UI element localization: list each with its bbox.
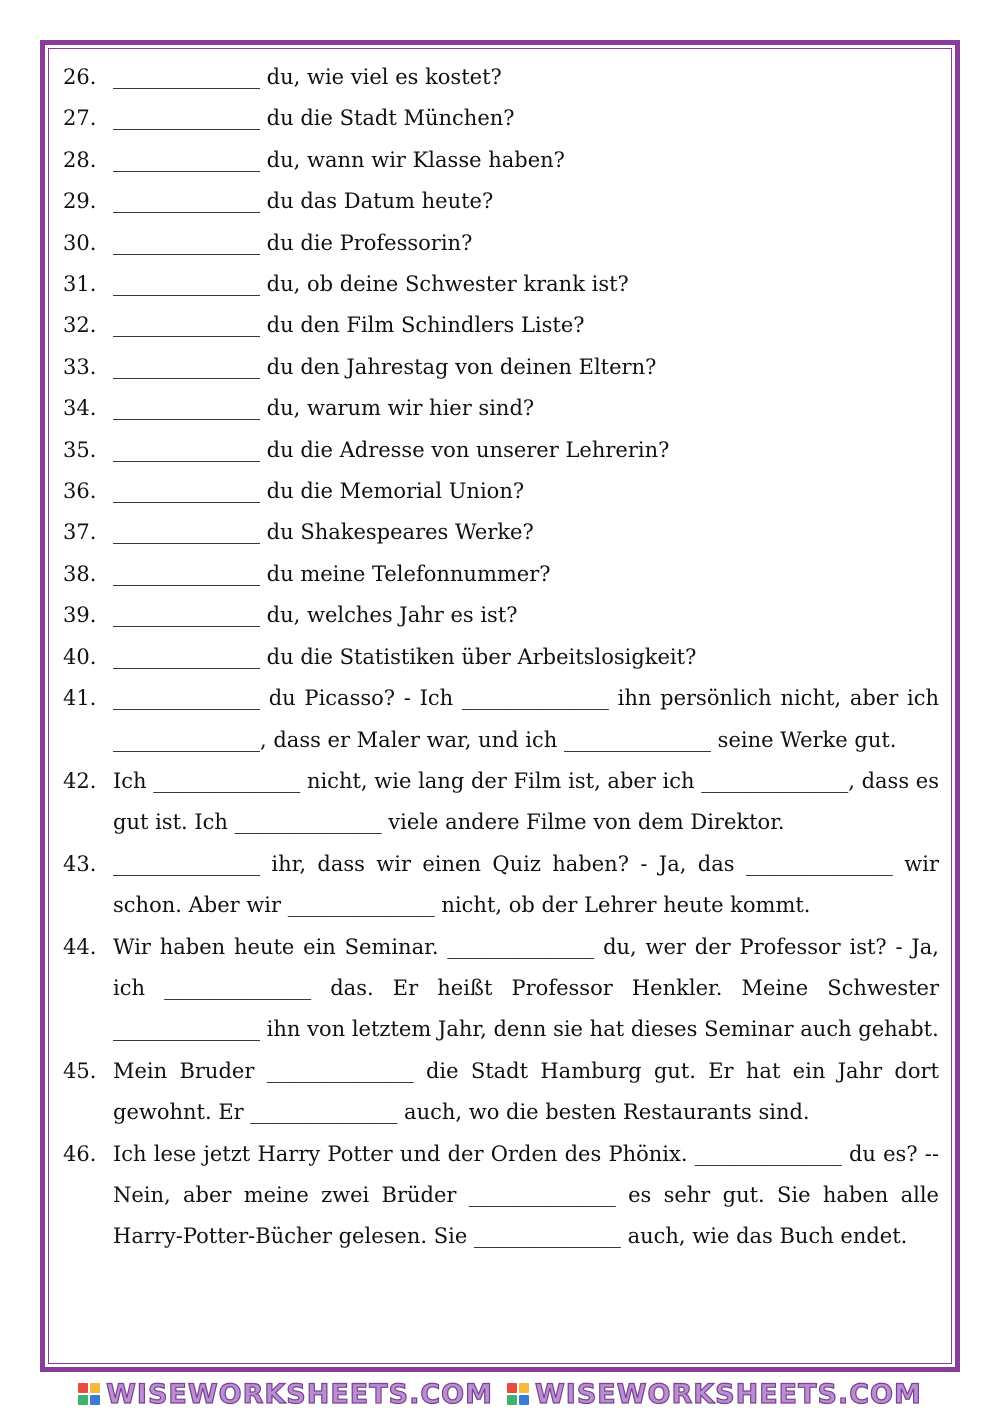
exercise-number: 35. bbox=[63, 437, 97, 462]
exercise-number: 36. bbox=[63, 479, 97, 504]
exercise-item bbox=[63, 57, 939, 98]
logo-icon bbox=[78, 1383, 100, 1405]
exercise-number: 30. bbox=[63, 230, 97, 255]
exercise-text: ______________ du, welches Jahr es ist? bbox=[113, 603, 518, 628]
exercise-text: ______________ du die Memorial Union? bbox=[113, 479, 525, 504]
exercise-item bbox=[63, 305, 939, 346]
exercise-item bbox=[63, 927, 939, 1051]
exercise-text: Wir haben heute ein Seminar. ______________ du, wer der Professor ist? - Ja, ich ______________ das. Er heißt Professor Henkler. Meine Schwester ______________ ihn von letztem Jahr, denn sie hat dieses Seminar auch gehabt. bbox=[113, 934, 939, 1042]
exercise-text: ______________ du Shakespeares Werke? bbox=[113, 520, 534, 545]
exercise-item bbox=[63, 637, 939, 678]
exercise-item bbox=[63, 471, 939, 512]
watermark-left bbox=[78, 1379, 493, 1410]
exercise-number: 46. bbox=[63, 1141, 97, 1166]
exercise-item bbox=[63, 844, 939, 927]
watermark-text: WISEWORKSHEETS.COM bbox=[535, 1378, 922, 1410]
exercise-text: ______________ ihr, dass wir einen Quiz haben? - Ja, das ______________ wir schon. Aber wir ______________ nicht, ob der Lehrer heute kommt. bbox=[113, 851, 939, 918]
exercise-number: 27. bbox=[63, 106, 97, 131]
exercise-number: 45. bbox=[63, 1058, 97, 1083]
exercise-item bbox=[63, 264, 939, 305]
exercise-text: ______________ du Picasso? - Ich ______________ ihn persönlich nicht, aber ich ______________, dass er Maler war, und ich ______________ seine Werke gut. bbox=[113, 686, 939, 752]
exercise-item bbox=[63, 140, 939, 181]
exercise-number: 42. bbox=[63, 768, 97, 793]
exercise-number: 40. bbox=[63, 644, 97, 669]
watermark-footer bbox=[0, 1378, 1000, 1410]
exercise-text: ______________ du meine Telefonnummer? bbox=[113, 561, 551, 586]
exercise-item bbox=[63, 98, 939, 139]
exercise-item bbox=[63, 512, 939, 553]
exercise-text: Ich ______________ nicht, wie lang der Film ist, aber ich ______________, dass es gut ist. Ich ______________ viele andere Filme von dem Direktor. bbox=[113, 768, 939, 835]
exercise-text: ______________ du die Statistiken über Arbeitslosigkeit? bbox=[113, 644, 697, 669]
exercise-text: ______________ du, wann wir Klasse haben? bbox=[113, 147, 565, 172]
exercise-text: ______________ du den Film Schindlers Liste? bbox=[113, 313, 585, 338]
exercise-number: 31. bbox=[63, 272, 97, 297]
exercise-number: 26. bbox=[63, 65, 97, 89]
exercise-list bbox=[63, 57, 939, 1258]
logo-icon bbox=[507, 1383, 529, 1405]
exercise-text: ______________ du das Datum heute? bbox=[113, 189, 494, 214]
exercise-number: 28. bbox=[63, 147, 97, 172]
exercise-item bbox=[63, 678, 939, 761]
exercise-text: ______________ du, ob deine Schwester krank ist? bbox=[113, 272, 629, 297]
exercise-number: 38. bbox=[63, 561, 97, 586]
exercise-item bbox=[63, 1134, 939, 1258]
exercise-text: ______________ du den Jahrestag von deinen Eltern? bbox=[113, 354, 657, 379]
exercise-number: 44. bbox=[63, 934, 97, 959]
exercise-text: Mein Bruder ______________ die Stadt Hamburg gut. Er hat ein Jahr dort gewohnt. Er ______________ auch, wo die besten Restaurants sind. bbox=[113, 1058, 939, 1125]
exercise-number: 39. bbox=[63, 603, 97, 628]
exercise-item bbox=[63, 347, 939, 388]
exercise-number: 29. bbox=[63, 189, 97, 214]
exercise-item bbox=[63, 430, 939, 471]
exercise-number: 43. bbox=[63, 851, 97, 876]
worksheet-frame bbox=[40, 40, 960, 1372]
exercise-text: ______________ du die Adresse von unserer Lehrerin? bbox=[113, 437, 670, 462]
watermark-right bbox=[507, 1379, 922, 1410]
exercise-number: 37. bbox=[63, 520, 97, 545]
exercise-text: ______________ du die Professorin? bbox=[113, 230, 473, 255]
exercise-item bbox=[63, 761, 939, 844]
exercise-item bbox=[63, 595, 939, 636]
exercise-text: ______________ du, wie viel es kostet? bbox=[113, 65, 502, 89]
exercise-text: ______________ du, warum wir hier sind? bbox=[113, 396, 535, 421]
exercise-number: 33. bbox=[63, 354, 97, 379]
exercise-item bbox=[63, 1051, 939, 1134]
exercise-number: 32. bbox=[63, 313, 97, 338]
exercise-item bbox=[63, 181, 939, 222]
watermark-text: WISEWORKSHEETS.COM bbox=[106, 1378, 493, 1410]
exercise-text: Ich lese jetzt Harry Potter und der Orden des Phönix. ______________ du es? -- Nein, aber meine zwei Brüder ______________ es sehr gut. Sie haben alle Harry-Potter-Bücher gelesen. Sie ______________ auch, wie das Buch endet. bbox=[113, 1141, 939, 1249]
exercise-item bbox=[63, 554, 939, 595]
exercise-number: 41. bbox=[63, 686, 97, 711]
exercise-text: ______________ du die Stadt München? bbox=[113, 106, 515, 131]
exercise-item bbox=[63, 388, 939, 429]
exercise-number: 34. bbox=[63, 396, 97, 421]
exercise-item bbox=[63, 223, 939, 264]
